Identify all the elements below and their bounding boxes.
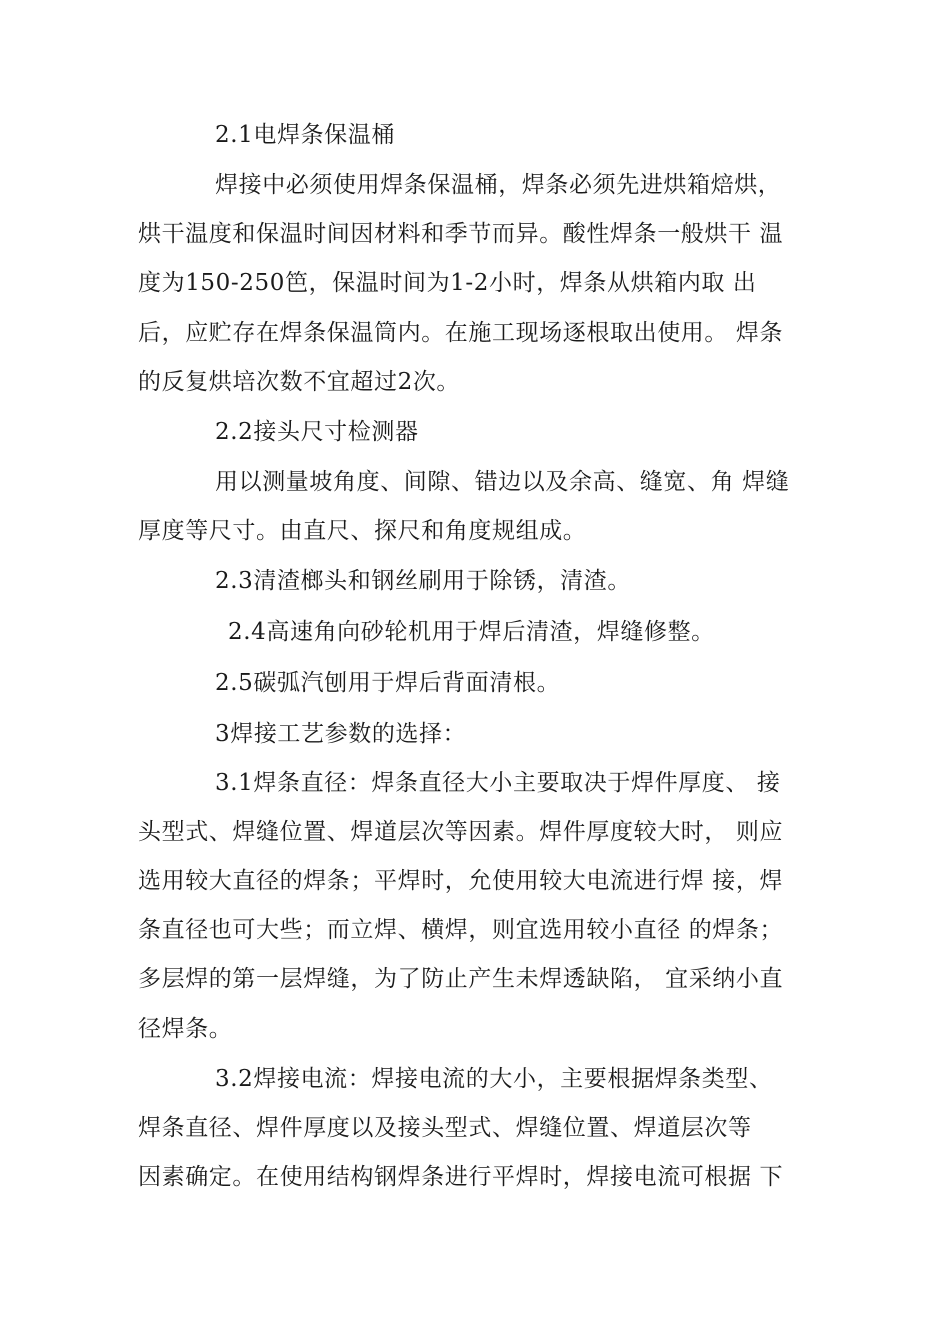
paragraph-line: 多层焊的第一层焊缝，为了防止产生未焊透缺陷， 宜采纳小直 — [138, 966, 784, 992]
paragraph-line: 焊接中必须使用焊条保温桶，焊条必须先进烘箱焙烘， — [215, 172, 782, 198]
paragraph-line: 3.2焊接电流：焊接电流的大小，主要根据焊条类型、 — [215, 1066, 773, 1092]
section-line-2-3: 2.3清渣榔头和钢丝刷用于除锈，清渣。 — [215, 568, 631, 594]
paragraph-line: 的反复烘培次数不宜超过2次。 — [138, 369, 461, 395]
paragraph-line: 选用较大直径的焊条；平焊时，允使用较大电流进行焊 接，焊 — [138, 868, 784, 894]
paragraph-line: 烘干温度和保温时间因材料和季节而异。酸性焊条一般烘干 温 — [138, 221, 784, 247]
paragraph-line: 用以测量坡角度、间隙、错边以及余高、缝宽、角 焊缝 — [215, 469, 790, 495]
paragraph-line: 3.1焊条直径：焊条直径大小主要取决于焊件厚度、 接 — [215, 770, 781, 796]
paragraph-line: 头型式、焊缝位置、焊道层次等因素。焊件厚度较大时， 则应 — [138, 819, 784, 845]
section-heading-3: 3焊接工艺参数的选择： — [215, 721, 467, 747]
paragraph-line: 焊条直径、焊件厚度以及接头型式、焊缝位置、焊道层次等 — [138, 1115, 752, 1141]
paragraph-line: 厚度等尺寸。由直尺、探尺和角度规组成。 — [138, 518, 587, 544]
paragraph-line: 径焊条。 — [138, 1016, 233, 1042]
section-heading-2-2: 2.2接头尺寸检测器 — [215, 419, 419, 445]
section-line-2-5: 2.5碳弧汽刨用于焊后背面清根。 — [215, 670, 561, 696]
paragraph-line: 度为150-250笆，保温时间为1-2小时，焊条从烘箱内取 出 — [138, 270, 757, 296]
section-line-2-4: 2.4高速角向砂轮机用于焊后清渣，焊缝修整。 — [228, 619, 715, 645]
paragraph-line: 因素确定。在使用结构钢焊条进行平焊时，焊接电流可根据 下 — [138, 1164, 784, 1190]
section-heading-2-1: 2.1电焊条保温桶 — [215, 122, 395, 148]
paragraph-line: 后，应贮存在焊条保温筒内。在施工现场逐根取出使用。 焊条 — [138, 320, 784, 346]
paragraph-line: 条直径也可大些；而立焊、横焊，则宜选用较小直径 的焊条； — [138, 917, 784, 943]
